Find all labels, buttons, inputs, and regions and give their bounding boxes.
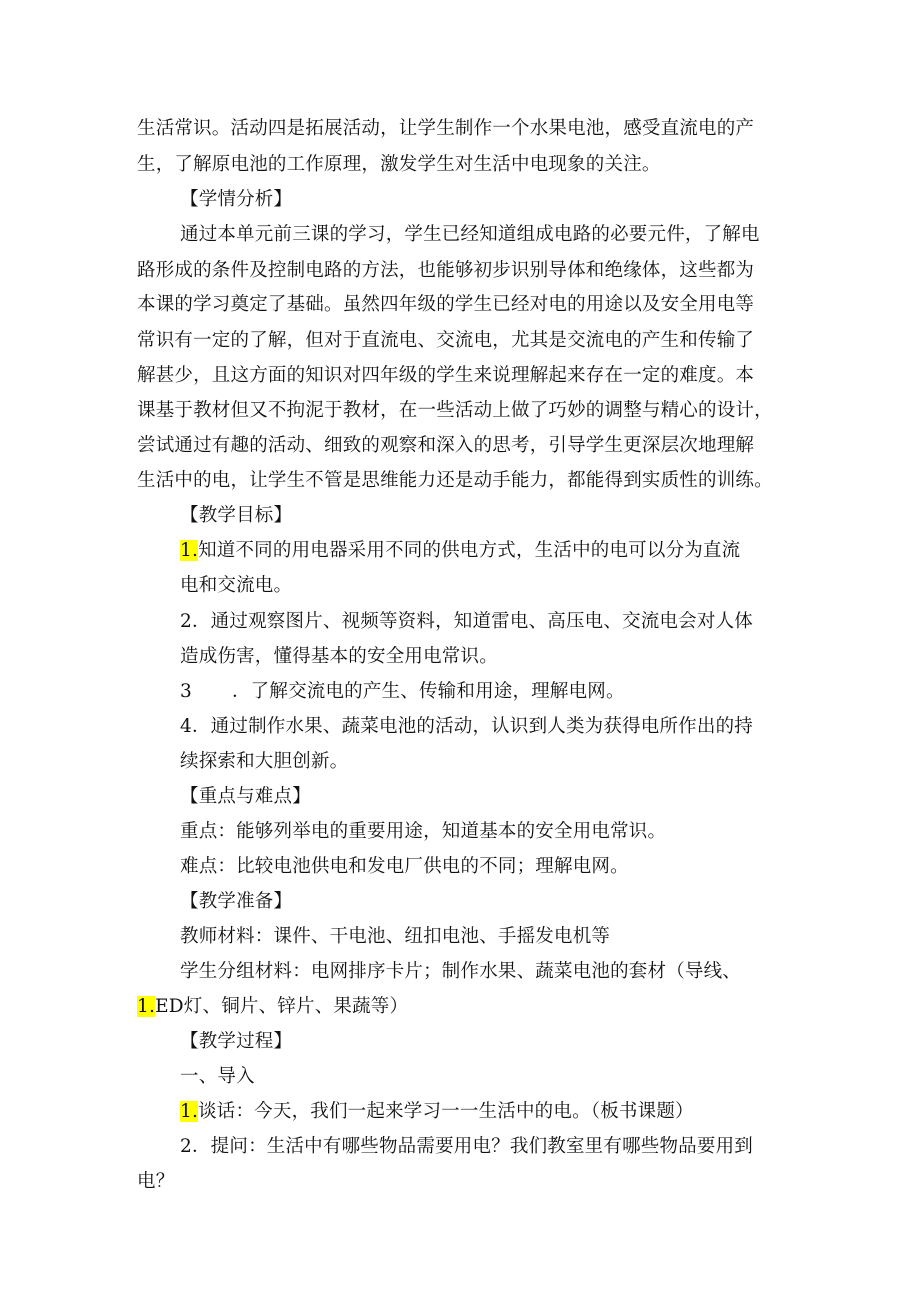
highlighted-number: 1. [180, 540, 199, 561]
paragraph-line: 续探索和大胆创新。 [180, 751, 349, 772]
paragraph-line: 造成伤害，懂得基本的安全用电常识。 [180, 646, 498, 667]
paragraph-line: 尝试通过有趣的活动、细致的观察和深入的思考，引导学生更深层次地理解 [137, 435, 755, 456]
paragraph-line: 难点：比较电池供电和发电厂供电的不同；理解电网。 [180, 856, 629, 877]
subsection-heading: 一、导入 [180, 1066, 255, 1087]
paragraph-line: 通过本单元前三课的学习，学生已经知道组成电路的必要元件，了解电 [180, 224, 760, 245]
highlighted-number: 1. [137, 996, 156, 1017]
section-heading: 【重点与难点】 [180, 786, 311, 807]
paragraph-line: 解甚少，且这方面的知识对四年级的学生来说理解起来存在一定的难度。本 [137, 365, 755, 386]
list-item [180, 538, 740, 564]
paragraph-line: 常识有一定的了解，但对于直流电、交流电，尤其是交流电的产生和传输了 [137, 330, 755, 351]
list-item [180, 679, 625, 705]
paragraph-line: 学生分组材料：电网排序卡片；制作水果、蔬菜电池的套材（导线、 [180, 961, 742, 982]
list-number: 3 [180, 681, 192, 702]
line-text: ED灯、铜片、锌片、果蔬等） [155, 996, 409, 1017]
paragraph-line: 本课的学习奠定了基础。虽然四年级的学生已经对电的用途以及安全用电等 [137, 294, 755, 315]
paragraph-line [137, 994, 408, 1020]
paragraph-line: 电和交流电。 [180, 575, 293, 596]
list-item [180, 1099, 694, 1125]
list-item: 2．通过观察图片、视频等资料，知道雷电、高压电、交流电会对人体 [180, 611, 753, 632]
paragraph-line: 路形成的条件及控制电路的方法，也能够初步识别导体和绝缘体，这些都为 [137, 260, 755, 281]
paragraph-line: 教师材料：课件、干电池、纽扣电池、手摇发电机等 [180, 926, 611, 947]
section-heading: 【教学准备】 [180, 891, 293, 912]
list-item: 4．通过制作水果、蔬菜电池的活动，认识到人类为获得电所作出的持 [180, 716, 753, 737]
paragraph-line: 生活中的电，让学生不管是思维能力还是动手能力，都能得到实质性的训练。 [137, 470, 773, 491]
list-item-text: ．了解交流电的产生、传输和用途，理解电网。 [231, 681, 625, 702]
paragraph-line: 课基于教材但又不拘泥于教材，在一些活动上做了巧妙的调整与精心的设计， [137, 400, 773, 421]
section-heading: 【学情分析】 [180, 189, 293, 210]
list-item-text: 谈话：今天，我们一起来学习一一生活中的电。（板书课题） [198, 1101, 694, 1122]
list-item: 2．提问：生活中有哪些物品需要用电？我们教室里有哪些物品要用到 [180, 1136, 753, 1157]
paragraph-line: 电？ [137, 1171, 175, 1192]
section-heading: 【教学过程】 [180, 1031, 293, 1052]
list-item-text: 知道不同的用电器采用不同的供电方式，生活中的电可以分为直流 [198, 540, 741, 561]
highlighted-number: 1. [180, 1101, 199, 1122]
paragraph-line: 重点：能够列举电的重要用途，知道基本的安全用电常识。 [180, 821, 667, 842]
section-heading: 【教学目标】 [180, 505, 293, 526]
paragraph-line: 生活常识。活动四是拓展活动，让学生制作一个水果电池，感受直流电的产 [137, 118, 755, 139]
paragraph-line: 生，了解原电池的工作原理，激发学生对生活中电现象的关注。 [137, 154, 661, 175]
